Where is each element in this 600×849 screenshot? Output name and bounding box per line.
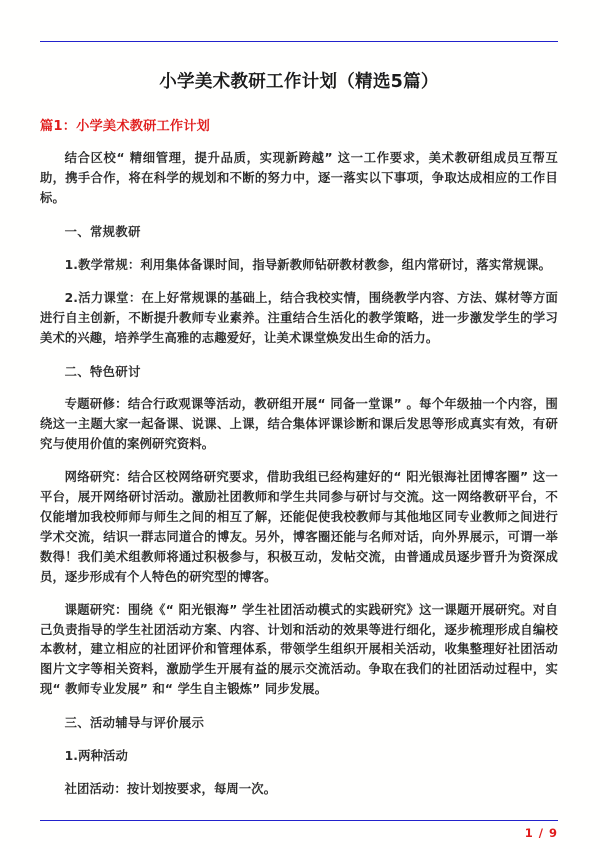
- page-number: 1 / 9: [524, 826, 558, 840]
- page-title: 小学美术教研工作计划（精选5篇）: [159, 72, 439, 92]
- paragraph-item-2: 2.活力课堂：在上好常规课的基础上，结合我校实情，围绕教学内容、方法、媒材等方面进行自主创新，不断提升教师专业素养。注重结合生活化的教学策略，进一步激发学生的学习美术的兴趣，培养学生高雅的志趣爱好，让美术课堂焕发出生命的活力。: [40, 290, 558, 345]
- document-content: [40, 56, 558, 800]
- section-heading: 篇1：小学美术教研工作计划: [40, 118, 211, 134]
- subsection-heading-1: 一、常规教研: [64, 225, 141, 240]
- paragraph-item-4: 网络研究：结合区校网络研究要求，借助我组已经构建好的“ 阳光银海社团博客圈” 这一平台，展开网络研讨活动。激励社团教师和学生共同参与研讨与交流。这一网络教研平台，不仅能增加我校师师与师生之间的相互了解，还能促使我校教师与其他地区同专业教师之间进行学术交流，结识一群志同道合的博友。另外，博客圈还能与名师对话，向外界展示，可谓一举数得！我们美术组教师将通过积极参与，积极互动，发帖交流，由普通成员逐步晋升为资深成员，逐步形成有个人特色的研究型的博客。: [40, 470, 558, 584]
- subsection-heading-2: 二、特色研讨: [64, 364, 141, 379]
- paragraph-item-6: 1.两种活动: [64, 749, 128, 764]
- header-divider-line: [40, 41, 558, 42]
- paragraph-item-7: 社团活动：按计划按要求，每周一次。: [64, 781, 277, 796]
- footer-divider-line: [40, 820, 558, 821]
- paragraph-item-5: 课题研究：围绕《“ 阳光银海” 学生社团活动模式的实践研究》这一课题开展研究。对自己负责指导的学生社团活动方案、内容、计划和活动的效果等进行细化，逐步梳理形成自编校本教材，建立相应的社团评价和管理体系，带领学生组织开展相关活动，收集整理好社团活动图片文字等相关资料，激励学生开展有益的展示交流活动。争取在我们的社团活动过程中，实现“ 教师专业发展” 和“ 学生自主锻炼” 同步发展。: [40, 602, 558, 697]
- paragraph-intro: 结合区校“ 精细管理，提升品质，实现新跨越” 这一工作要求，美术教研组成员互帮互助，携手合作，将在科学的规划和不断的努力中，逐一落实以下事项，争取达成相应的工作目标。: [40, 151, 558, 206]
- subsection-heading-3: 三、活动辅导与评价展示: [64, 716, 205, 731]
- paragraph-item-1: 1.教学常规：利用集体备课时间，指导新教师钻研教材教参，组内常研讨，落实常规课。: [64, 257, 552, 272]
- paragraph-item-3: 专题研修：结合行政观课等活动，教研组开展“ 同备一堂课” 。每个年级抽一个内容，围绕这一主题大家一起备课、说课、上课，结合集体评课诊断和课后发思等形成真实有效，有研究与使用价值的案例研究资料。: [40, 397, 558, 452]
